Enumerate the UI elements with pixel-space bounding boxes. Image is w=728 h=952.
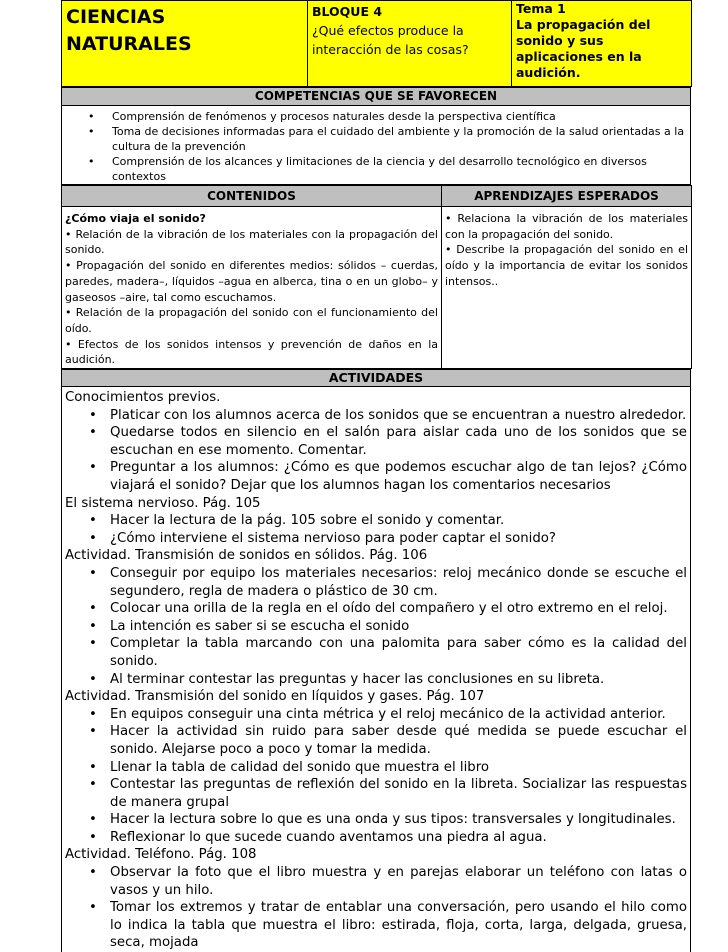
activity-item: • Colocar una orilla de la regla en el oído del compañero y el otro extremo en el reloj. (65, 600, 687, 618)
competencia-item: • Toma de decisiones informadas para el cuidado del ambiente y la promoción de la salud orientadas a la cultura de la prevención (66, 124, 686, 154)
subject-cell (62, 1, 308, 87)
activity-item: • ¿Cómo interviene el sistema nervioso para poder captar el sonido? (65, 530, 687, 548)
activity-list (65, 512, 687, 547)
contenidos-aprendizajes-table (61, 185, 692, 369)
section-title: Actividad. Transmisión de sonidos en sólidos. Pág. 106 (65, 548, 428, 564)
header-table (61, 0, 692, 87)
lesson-plan-document (61, 0, 691, 952)
contenido-item: • Relación de la vibración de los materiales con la propagación del sonido. (65, 227, 438, 257)
aprendizaje-item: • Describe la propagación del sonido en el oído y la importancia de evitar los sonidos intensos.. (445, 243, 688, 288)
activity-item: • Llenar la tabla de calidad del sonido que muestra el libro (65, 759, 687, 777)
contenido-item: • Efectos de los sonidos intensos y prevención de daños en la audición. (65, 337, 438, 367)
activity-list (65, 407, 687, 495)
competencia-item: • Comprensión de fenómenos y procesos naturales desde la perspectiva científica (66, 109, 686, 124)
activity-item: • Tomar los extremos y tratar de entablar una conversación, pero usando el hilo como lo indica la tabla que muestra el libro: estirada, floja, corta, larga, delgada, gruesa, seca, mojada (65, 899, 687, 952)
activity-item: • Hacer la lectura de la pág. 105 sobre el sonido y comentar. (65, 512, 687, 530)
activity-item: • Quedarse todos en silencio en el salón para aislar cada uno de los sonidos que se escuchan en ese momento. Comentar. (65, 424, 687, 459)
activity-item: • Completar la tabla marcando con una palomita para saber cómo es la calidad del sonido. (65, 635, 687, 670)
actividades-body (62, 387, 691, 952)
competencias-heading: COMPETENCIAS QUE SE FAVORECEN (62, 88, 691, 106)
tema-title: Tema 1 (516, 1, 566, 16)
aprendizajes-heading: APRENDIZAJES ESPERADOS (442, 186, 692, 207)
activity-list (65, 864, 687, 952)
actividades-table (61, 369, 691, 952)
bloque-title: BLOQUE 4 (312, 4, 383, 19)
competencias-table (61, 87, 691, 185)
activity-item: • Reflexionar lo que sucede cuando aventamos una piedra al agua. (65, 829, 687, 847)
activity-item: • Conseguir por equipo los materiales necesarios: reloj mecánico donde se escuche el segundero, regla de madera o plástico de 30 cm. (65, 565, 687, 600)
subject-line-1: CIENCIAS (66, 6, 166, 28)
competencia-item: • Comprensión de los alcances y limitaciones de la ciencia y del desarrollo tecnológico en diversos contextos (66, 154, 686, 184)
activity-item: • Contestar las preguntas de reflexión del sonido en la libreta. Socializar las respuestas de manera grupal (65, 776, 687, 811)
activity-item: • Al terminar contestar las preguntas y hacer las conclusiones en su libreta. (65, 671, 687, 689)
contenidos-heading: CONTENIDOS (62, 186, 442, 207)
subject-line-2: NATURALES (66, 33, 192, 55)
competencias-body (62, 106, 691, 185)
activity-item: • Observar la foto que el libro muestra y en parejas elaborar un teléfono con latas o vasos y un hilo. (65, 864, 687, 899)
contenido-item: • Propagación del sonido en diferentes medios: sólidos – cuerdas, paredes, madera–, líquidos –agua en alberca, tina o en un globo– y gaseosos –aire, tal como escuchamos. (65, 259, 438, 304)
bloque-cell (308, 1, 512, 87)
contenidos-title: ¿Cómo viaja el sonido? (65, 212, 206, 225)
competencias-list (66, 109, 686, 184)
activity-list (65, 706, 687, 847)
activity-list (65, 565, 687, 688)
actividades-heading: ACTIVIDADES (62, 370, 691, 387)
section-title: El sistema nervioso. Pág. 105 (65, 495, 261, 511)
activity-item: • Preguntar a los alumnos: ¿Cómo es que podemos escuchar algo de tan lejos? ¿Cómo viajará el sonido? Dejar que los alumnos hagan los comentarios necesarios (65, 459, 687, 494)
contenidos-body (62, 207, 442, 369)
tema-text: La propagación del sonido y sus aplicaciones en la audición. (516, 17, 651, 80)
activity-item: • Platicar con los alumnos acerca de los sonidos que se encuentran a nuestro alrededor. (65, 407, 687, 425)
contenido-item: • Relación de la propagación del sonido con el funcionamiento del oído. (65, 306, 438, 335)
section-title: Actividad. Transmisión del sonido en líquidos y gases. Pág. 107 (65, 689, 485, 705)
activity-item: • La intención es saber si se escucha el sonido (65, 618, 687, 636)
tema-cell (512, 1, 692, 87)
bloque-text: ¿Qué efectos produce la interacción de las cosas? (312, 23, 469, 57)
activity-item: • En equipos conseguir una cinta métrica y el reloj mecánico de la actividad anterior. (65, 706, 687, 724)
activity-item: • Hacer la actividad sin ruido para saber desde qué medida se puede escuchar el sonido. Alejarse poco a poco y tomar la medida. (65, 723, 687, 758)
aprendizaje-item: • Relaciona la vibración de los materiales con la propagación del sonido. (445, 212, 688, 241)
aprendizajes-body (442, 207, 692, 369)
activity-item: • Hacer la lectura sobre lo que es una onda y sus tipos: transversales y longitudinales. (65, 811, 687, 829)
section-title: Conocimientos previos. (65, 390, 221, 406)
section-title: Actividad. Teléfono. Pág. 108 (65, 847, 257, 863)
